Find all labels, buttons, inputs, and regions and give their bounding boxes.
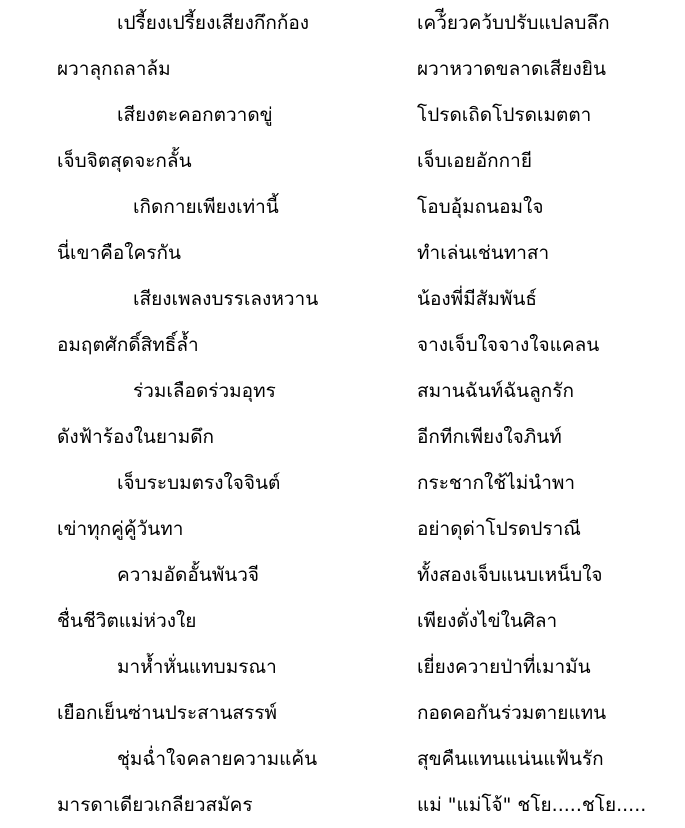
poem-line bbox=[0, 736, 685, 782]
poem-line bbox=[0, 184, 685, 230]
poem-line-right: ทำเล่นเช่นทาสา bbox=[417, 242, 550, 264]
poem-line-left: เปรี้ยงเปรี้ยงเสียงกึกก้อง bbox=[117, 12, 310, 34]
poem-line-right: อย่าดุด่าโปรดปราณี bbox=[417, 518, 581, 540]
poem-line-left: ความอัดอั้นพันวจี bbox=[117, 564, 260, 586]
poem-line-left: ชุ่มฉ่ำใจคลายความแค้น bbox=[117, 748, 318, 770]
poem-line bbox=[0, 230, 685, 276]
poem-line-right: กระชากใช้ไม่นำพา bbox=[417, 472, 576, 494]
poem-line bbox=[0, 0, 685, 46]
poem-line bbox=[0, 460, 685, 506]
poem-line-left: เกิดกายเพียงเท่านี้ bbox=[133, 196, 279, 218]
poem-line-left: อมฤตศักดิ์สิทธิ์ล้ำ bbox=[57, 334, 199, 356]
poem-line bbox=[0, 92, 685, 138]
poem-line-right: เจ็บเอยอักกายี bbox=[417, 150, 532, 172]
poem-line-left: นี่เขาคือใครกัน bbox=[57, 242, 181, 264]
poem-line-right: น้องพี่มีสัมพันธ์ bbox=[417, 288, 537, 310]
poem-line-right: อีกทีกเพียงใจภินท์ bbox=[417, 426, 562, 448]
poem-line-left: เสียงเพลงบรรเลงหวาน bbox=[133, 288, 319, 310]
poem-line bbox=[0, 322, 685, 368]
poem-line-right: เพียงดั่งไข่ในศิลา bbox=[417, 610, 558, 632]
poem-line bbox=[0, 506, 685, 552]
poem-line-right: ทั้งสองเจ็บแนบเหน็บใจ bbox=[417, 564, 603, 586]
poem-line-right: ผวาหวาดขลาดเสียงยิน bbox=[417, 58, 606, 80]
poem-line bbox=[0, 414, 685, 460]
poem-line-left: เข่าทุกคู่คู้วันทา bbox=[57, 518, 184, 540]
poem-line-left: เยือกเย็นซ่านประสานสรรพ์ bbox=[57, 702, 277, 724]
poem-line-right: เคว้ียวคว้บปรับแปลบลึก bbox=[417, 12, 610, 34]
poem-line bbox=[0, 690, 685, 736]
poem-line-right: แม่ "แม่โจ้" ชโย.....ชโย..... bbox=[417, 794, 647, 816]
poem-line bbox=[0, 552, 685, 598]
poem-line-right: สมานฉันท์ฉันลูกรัก bbox=[417, 380, 575, 402]
poem-line-left: ผวาลุกถลาล้ม bbox=[57, 58, 171, 80]
poem-line-left: ร่วมเลือดร่วมอุทร bbox=[133, 380, 276, 402]
poem-line-right: เยี่ยงควายป่าที่เมามัน bbox=[417, 656, 591, 678]
poem-line-left: มาห้ำหั่นแทบมรณา bbox=[117, 656, 277, 678]
poem-line-right: กอดคอกันร่วมตายแทน bbox=[417, 702, 607, 724]
poem-line bbox=[0, 368, 685, 414]
poem-line bbox=[0, 644, 685, 690]
poem-line-left: ดังฟ้าร้องในยามดึก bbox=[57, 426, 215, 448]
poem-line-left: เสียงตะคอกตวาดขู่ bbox=[117, 104, 273, 126]
poem-line-right: จางเจ็บใจจางใจแคลน bbox=[417, 334, 600, 356]
poem-line bbox=[0, 782, 685, 828]
poem-line bbox=[0, 276, 685, 322]
poem-line-right: สุขคืนแทนแน่นแฟ้นรัก bbox=[417, 748, 604, 770]
poem-line-left: เจ็บระบมตรงใจจินต์ bbox=[117, 472, 281, 494]
poem-line-left: ชื่นชีวิตแม่ห่วงใย bbox=[57, 610, 197, 632]
poem-line bbox=[0, 598, 685, 644]
poem-line bbox=[0, 46, 685, 92]
poem-line-right: โอบอุ้มถนอมใจ bbox=[417, 196, 544, 218]
poem-line bbox=[0, 138, 685, 184]
poem-line-left: เจ็บจิตสุดจะกลั้น bbox=[57, 150, 192, 172]
poem-line-right: โปรดเถิดโปรดเมตตา bbox=[417, 104, 592, 126]
poem-line-left: มารดาเดียวเกลียวสมัคร bbox=[57, 794, 253, 816]
